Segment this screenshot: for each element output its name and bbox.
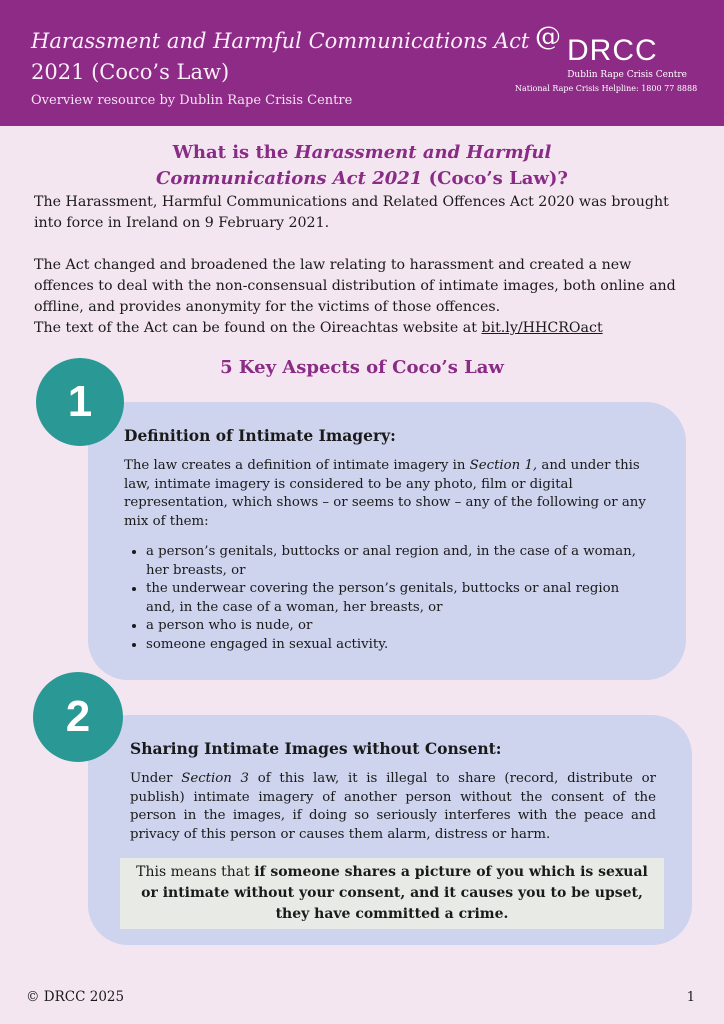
heading-part: What is the xyxy=(172,142,295,163)
aspect-title: Definition of Intimate Imagery: xyxy=(124,426,396,445)
header-banner xyxy=(0,0,724,126)
list-item: • a person who is nude, or xyxy=(146,617,652,636)
heading-part: Harassment and Harmful xyxy=(294,142,552,163)
callout-text: This means that xyxy=(136,864,255,880)
section-ref: Section 1, xyxy=(469,458,538,473)
intro-paragraph: The Harassment, Harmful Communications and Related Offences Act 2020 was brought into force in Ireland on 9 February 2021. xyxy=(34,194,669,231)
page-number: 1 xyxy=(686,990,695,1005)
text-part: of this law, it is illegal to share (record, distribute or publish) intimate imagery of another person without the consent of the person in the images, if doing so seriously interferes with the peace and privacy of this person or causes them alarm, distress or harm. xyxy=(130,771,657,842)
intro-paragraph: The Act changed and broadened the law relating to harassment and created a new offences to deal with the non-consensual distribution of intimate images, both online and offline, and provides anonymity for the victims of those offences. xyxy=(34,257,676,315)
intro-paragraph: The text of the Act can be found on the Oireachtas website at xyxy=(34,320,482,336)
logo-full-name: Dublin Rape Crisis Centre xyxy=(567,70,687,80)
text-part: and under this law, intimate imagery is considered to be any photo, film or digital representation, which shows – or seems to show – any of the following or any mix of them: xyxy=(124,458,646,529)
aspect-card-1 xyxy=(88,402,686,680)
intro-heading xyxy=(0,140,724,192)
aspect-card-2 xyxy=(88,715,692,945)
swirl-icon: @ xyxy=(535,22,561,52)
aspect-text xyxy=(130,770,656,844)
number-badge-1: 1 xyxy=(36,358,124,446)
aspects-heading: 5 Key Aspects of Coco’s Law xyxy=(220,357,504,378)
copyright: © DRCC 2025 xyxy=(26,989,125,1005)
text-part: Under xyxy=(130,771,182,786)
bullet-list xyxy=(146,543,652,654)
helpline: National Rape Crisis Helpline: 1800 77 8888 xyxy=(515,84,698,93)
callout-emphasis: if someone shares a picture of you which is sexual or intimate without your consent, and it causes you to be upset, they have committed a crime. xyxy=(141,864,648,922)
heading-part: (Coco’s Law)? xyxy=(422,168,568,189)
document-title xyxy=(31,26,529,88)
text-part: The law creates a definition of intimate imagery in xyxy=(124,458,470,473)
title-line-2: 2021 (Coco’s Law) xyxy=(31,60,230,84)
logo-name: DRCC xyxy=(567,34,658,67)
number-badge-2: 2 xyxy=(33,672,123,762)
section-ref: Section 3 xyxy=(181,771,249,786)
heading-part: Communications Act 2021 xyxy=(156,168,423,189)
list-item: • the underwear covering the person’s genitals, buttocks or anal region and, in the case of a woman, her breasts, or xyxy=(146,580,652,617)
intro-text xyxy=(34,192,694,360)
aspect-text xyxy=(124,457,652,531)
callout-box xyxy=(120,858,664,929)
title-line-1: Harassment and Harmful Communications Act xyxy=(31,29,530,53)
list-item: • someone engaged in sexual activity. xyxy=(146,636,652,655)
drcc-logo xyxy=(515,22,698,102)
act-link[interactable]: bit.ly/HHCROact xyxy=(481,320,603,336)
aspect-title: Sharing Intimate Images without Consent: xyxy=(130,739,502,758)
list-item: • a person’s genitals, buttocks or anal region and, in the case of a woman, her breasts, or xyxy=(146,543,652,580)
document-subtitle: Overview resource by Dublin Rape Crisis Centre xyxy=(31,93,353,108)
